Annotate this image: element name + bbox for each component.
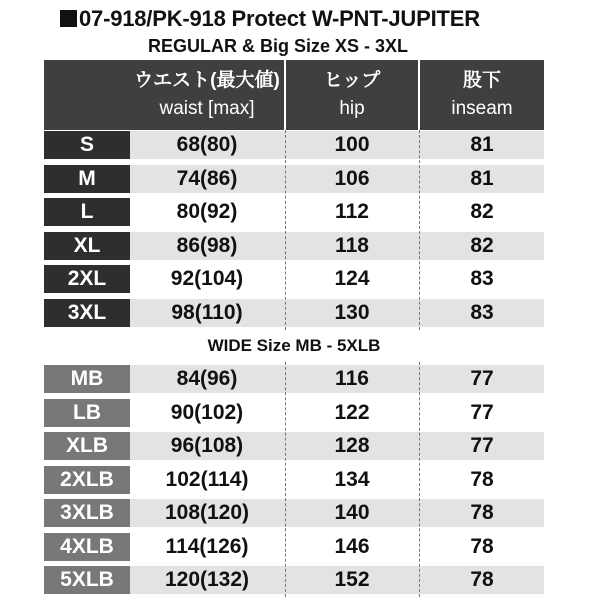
- hip-value: 106: [334, 166, 370, 190]
- size-label: MB: [44, 365, 130, 393]
- regular-section-title: REGULAR & Big Size XS - 3XL: [148, 36, 409, 56]
- waist-value: 84(96): [176, 367, 238, 390]
- column-divider: [419, 130, 420, 330]
- size-label: LB: [44, 399, 130, 427]
- black-square-icon: [60, 10, 77, 27]
- size-label: 3XLB: [44, 499, 130, 527]
- header-waist-jp: ウエスト(最大値): [134, 70, 280, 91]
- table-row: [44, 463, 544, 497]
- header-inseam-jp: 股下: [462, 70, 501, 91]
- size-label: XL: [44, 232, 130, 260]
- table-row: [44, 229, 544, 263]
- size-label: 3XL: [44, 299, 130, 327]
- size-label: XLB: [44, 432, 130, 460]
- inseam-value: 77: [470, 400, 494, 424]
- title-text: 07-918/PK-918 Protect W-PNT-JUPITER: [79, 6, 480, 31]
- hip-value: 130: [334, 300, 370, 324]
- header-inseam-en: inseam: [451, 98, 513, 119]
- table-row: [44, 429, 544, 463]
- inseam-value: 78: [470, 534, 494, 558]
- waist-value: 108(120): [164, 501, 250, 524]
- hip-value: 116: [335, 367, 369, 390]
- wide-section-title: WIDE Size MB - 5XLB: [207, 336, 381, 355]
- size-label: M: [44, 165, 130, 193]
- hip-value: 134: [334, 467, 370, 491]
- page-title: [60, 6, 600, 32]
- size-label: 4XLB: [44, 533, 130, 561]
- size-label: 2XLB: [44, 466, 130, 494]
- table-row: [44, 296, 544, 330]
- inseam-value: 83: [470, 267, 494, 290]
- waist-value: 92(104): [170, 267, 244, 290]
- table-row: [44, 362, 544, 396]
- table-row: [44, 262, 544, 296]
- table-row: [44, 496, 544, 530]
- column-divider: [285, 362, 286, 597]
- inseam-value: 78: [470, 568, 494, 591]
- size-label: 5XLB: [44, 566, 130, 594]
- waist-value: 120(132): [164, 568, 250, 591]
- waist-value: 86(98): [176, 233, 238, 257]
- column-divider: [285, 130, 286, 330]
- waist-value: 98(110): [171, 300, 243, 324]
- inseam-value: 83: [470, 300, 494, 324]
- hip-value: 146: [334, 534, 370, 558]
- inseam-value: 78: [470, 467, 494, 491]
- header-hip-jp: ヒップ: [323, 70, 381, 91]
- table-row: [44, 195, 544, 229]
- waist-value: 68(80): [176, 133, 238, 156]
- table-row: [44, 396, 544, 430]
- header-hip-en: hip: [339, 98, 365, 119]
- table-row: [44, 128, 544, 162]
- hip-value: 152: [334, 568, 370, 591]
- waist-value: 102(114): [165, 467, 249, 491]
- table-header: [44, 60, 544, 130]
- inseam-value: 81: [470, 133, 494, 156]
- hip-value: 124: [334, 267, 370, 290]
- waist-value: 74(86): [176, 166, 238, 190]
- inseam-value: 78: [470, 501, 494, 524]
- hip-value: 140: [334, 501, 370, 524]
- table-row: [44, 530, 544, 564]
- size-label: S: [44, 131, 130, 159]
- waist-value: 96(108): [170, 434, 244, 457]
- waist-value: 114(126): [165, 534, 249, 558]
- inseam-value: 81: [470, 166, 494, 190]
- inseam-value: 77: [470, 367, 494, 390]
- size-label: L: [44, 198, 130, 226]
- waist-value: 90(102): [170, 400, 244, 424]
- hip-value: 100: [334, 133, 370, 156]
- hip-value: 122: [334, 400, 370, 424]
- inseam-value: 77: [470, 434, 494, 457]
- table-row: [44, 162, 544, 196]
- wide-size-table: [44, 362, 544, 597]
- table-row: [44, 563, 544, 597]
- inseam-value: 82: [470, 200, 494, 223]
- header-waist-en: waist [max]: [159, 98, 255, 119]
- hip-value: 118: [335, 233, 369, 257]
- size-label: 2XL: [44, 265, 130, 293]
- hip-value: 128: [334, 434, 370, 457]
- hip-value: 112: [335, 200, 369, 223]
- column-divider: [419, 362, 420, 597]
- regular-size-table: [44, 128, 544, 329]
- header-waist: [130, 60, 284, 130]
- header-inseam: [420, 60, 544, 130]
- inseam-value: 82: [470, 233, 494, 257]
- waist-value: 80(92): [176, 200, 238, 223]
- header-hip: [286, 60, 418, 130]
